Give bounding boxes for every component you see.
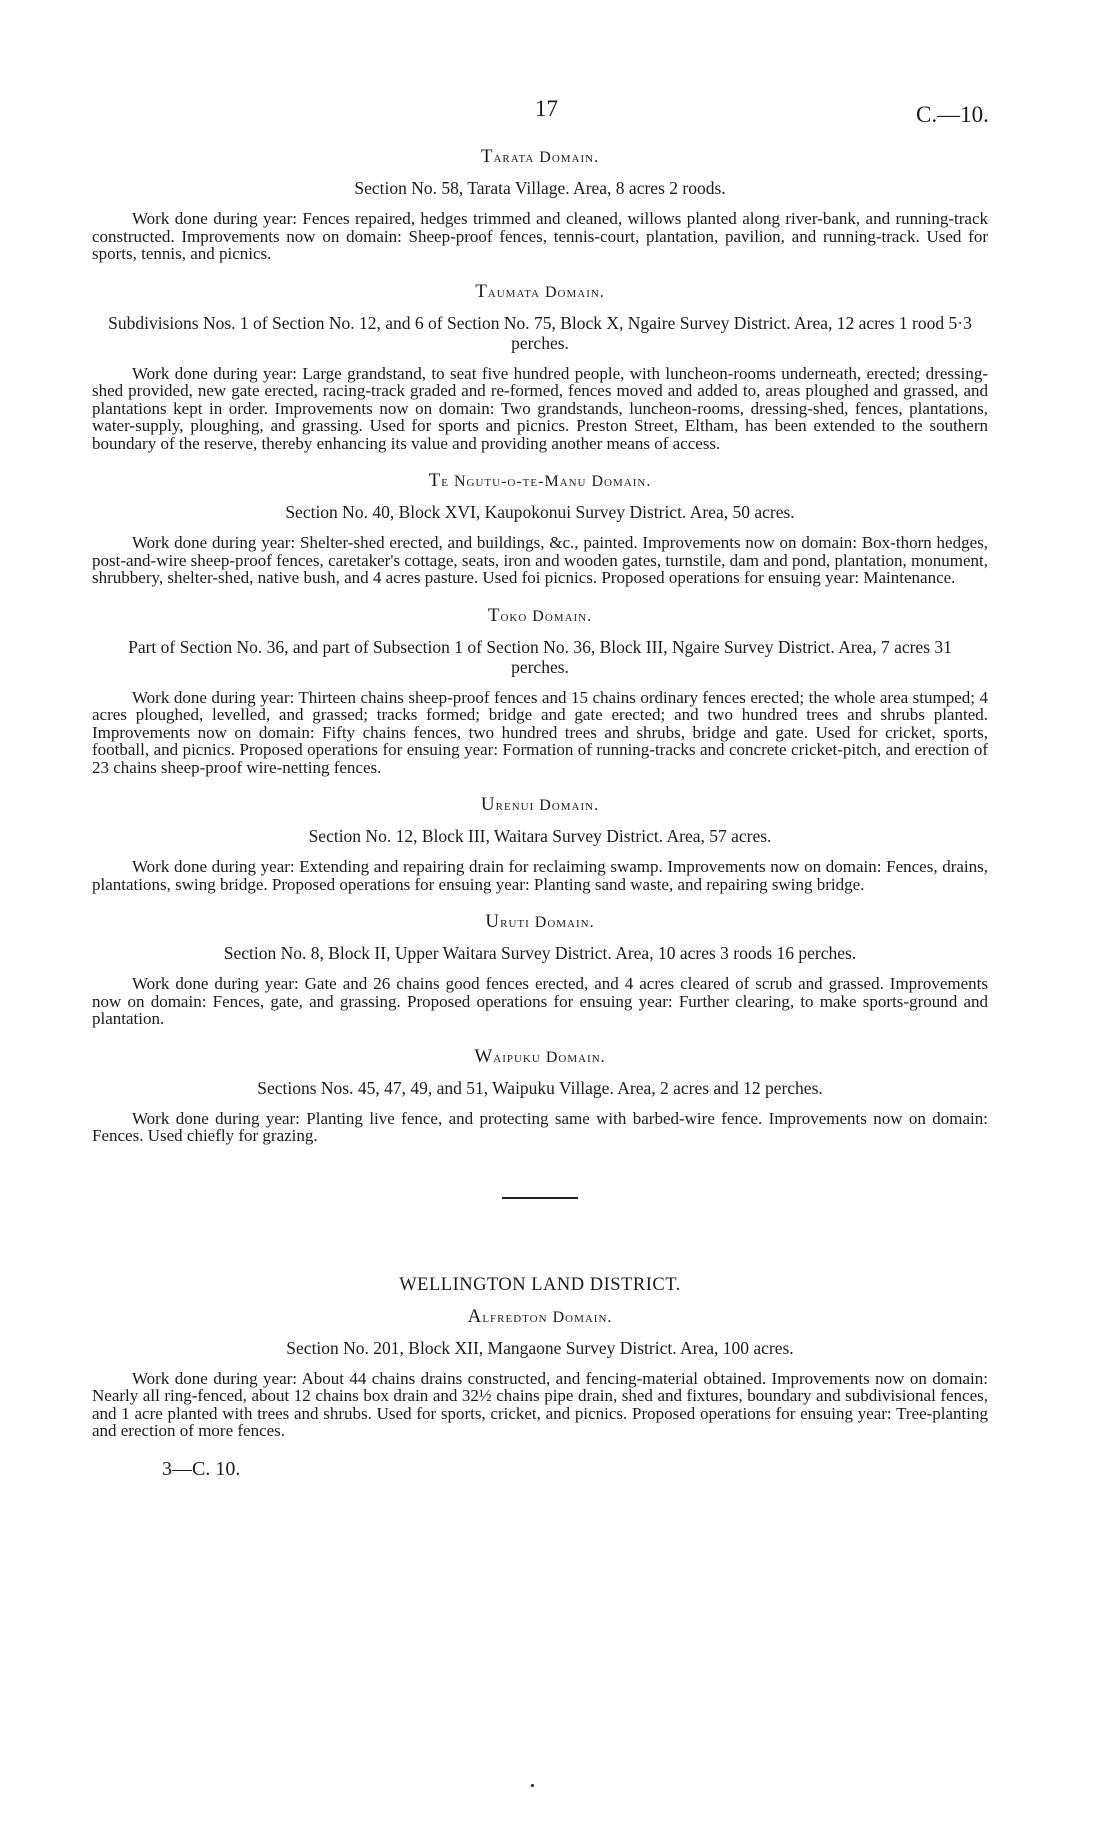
page-content [92, 146, 988, 1481]
page-dot [531, 1784, 534, 1787]
domain-entry-taumata [92, 281, 988, 453]
domain-title: Uruti Domain. [485, 911, 595, 932]
domain-body: Work done during year: Fences repaired, hedges trimmed and cleaned, willows planted along river-bank, and running-track constructed. Improvements now on domain: Sheep-proof fences, tennis-court, plantation, pavilion, and running-track. Used for sports, tennis, and picnics. [92, 209, 988, 263]
domain-body: Work done during year: Thirteen chains sheep-proof fences and 15 chains ordinary fences erected; the whole area stumped; 4 acres ploughed, levelled, and grassed; tracks formed; bridge and gate erected; and two hundred trees and shrubs planted. Improvements now on domain: Fifty chains fences, two hundred trees and shrubs, bridge and gate. Used for cricket, sports, football, and picnics. Proposed operations for ensuing year: Formation of running-tracks and concrete cricket-pitch, and erection of 23 chains sheep-proof wire-netting fences. [92, 687, 988, 777]
domain-body: Work done during year: Gate and 26 chains good fences erected, and 4 acres cleared of scrub and grassed. Improvements now on domain: Fences, gate, and grassing. Proposed operations for ensuing year: Further clearing, to make sports-ground and plantation. [92, 974, 988, 1028]
document-reference: C.—10. [916, 102, 989, 127]
domain-body: Work done during year: Large grandstand, to seat five hundred people, with luncheon-rooms underneath, erected; dressing-shed provided, new gate erected, racing-track graded and re-formed, fences moved and added to, areas ploughed and grassed, and plantations kept in order. Improvements now on domain: Two grandstands, luncheon-rooms, dressing-shed, fences, plantations, water-supply, ploughing, and grassing. Used for sports and picnics. Preston Street, Eltham, has been extended to the southern boundary of the reserve, thereby enhancing its value and providing another means of access. [92, 363, 988, 453]
domain-section-info: Section No. 12, Block III, Waitara Survey District. Area, 57 acres. [308, 826, 772, 846]
domain-section-info: Part of Section No. 36, and part of Subsection 1 of Section No. 36, Block III, Ngaire Survey District. Area, 7 acres 31 perches. [128, 636, 952, 677]
domain-section-info: Section No. 40, Block XVI, Kaupokonui Survey District. Area, 50 acres. [285, 502, 795, 522]
domain-section-info: Section No. 201, Block XII, Mangaone Survey District. Area, 100 acres. [286, 1337, 794, 1358]
domain-body: Work done during year: Shelter-shed erected, and buildings, &c., painted. Improvements now on domain: Box-thorn hedges, post-and-wire sheep-proof fences, caretaker's cottage, seats, iron and wooden gates, turnstile, dam and pond, plantation, monument, shrubbery, shelter-shed, native bush, and 4 acres pasture. Used foi picnics. Proposed operations for ensuing year: Maintenance. [92, 533, 988, 587]
domain-title: Alfredton Domain. [467, 1305, 613, 1327]
domain-title: Taumata Domain. [475, 280, 605, 302]
domain-title: Tarata Domain. [480, 146, 600, 167]
domain-body: Work done during year: Planting live fence, and protecting same with barbed-wire fence. Improvements now on domain: Fences. Used chiefly for grazing. [92, 1108, 988, 1145]
domain-entry-waipuku [92, 1046, 988, 1145]
domain-entry-toko [92, 605, 988, 777]
domain-section-info: Section No. 8, Block II, Upper Waitara Survey District. Area, 10 acres 3 roods 16 perches. [223, 943, 857, 963]
domain-entry-uruti [92, 911, 988, 1028]
section-divider [502, 1197, 578, 1199]
page-number: 17 [535, 96, 558, 121]
domain-title: Waipuku Domain. [474, 1045, 606, 1067]
domain-entry-te-ngutu-o-te-manu [92, 470, 988, 587]
domain-section-info: Sections Nos. 45, 47, 49, and 51, Waipuku Village. Area, 2 acres and 12 perches. [257, 1077, 823, 1098]
domain-body: Work done during year: Extending and repairing drain for reclaiming swamp. Improvements now on domain: Fences, drains, plantations, swing bridge. Proposed operations for ensuing year: Planting sand waste, and repairing swing bridge. [92, 857, 988, 894]
domain-body: Work done during year: About 44 chains drains constructed, and fencing-material obtained. Improvements now on domain: Nearly all ring-fenced, about 12 chains box drain and 32½ chains pipe drain, shed and fixtures, boundary and subdivisional fences, and 1 acre planted with trees and shrubs. Used for sports, cricket, and picnics. Proposed operations for ensuing year: Tree-planting and erection of more fences. [92, 1368, 988, 1440]
domain-section-info: Subdivisions Nos. 1 of Section No. 12, and 6 of Section No. 75, Block X, Ngaire Survey District. Area, 12 acres 1 rood 5·3 perches. [108, 312, 972, 353]
domain-entry-tarata [92, 146, 988, 263]
domain-title: Te Ngutu-o-te-Manu Domain. [428, 470, 652, 491]
district-title: WELLINGTON LAND DISTRICT. [399, 1274, 681, 1295]
domain-section-info: Section No. 58, Tarata Village. Area, 8 acres 2 roods. [354, 178, 726, 198]
signature-mark: 3—C. 10. [162, 1457, 241, 1480]
domain-title: Urenui Domain. [480, 794, 600, 815]
domain-entry-urenui [92, 794, 988, 893]
domain-title: Toko Domain. [487, 604, 593, 626]
district-section [92, 1275, 988, 1440]
